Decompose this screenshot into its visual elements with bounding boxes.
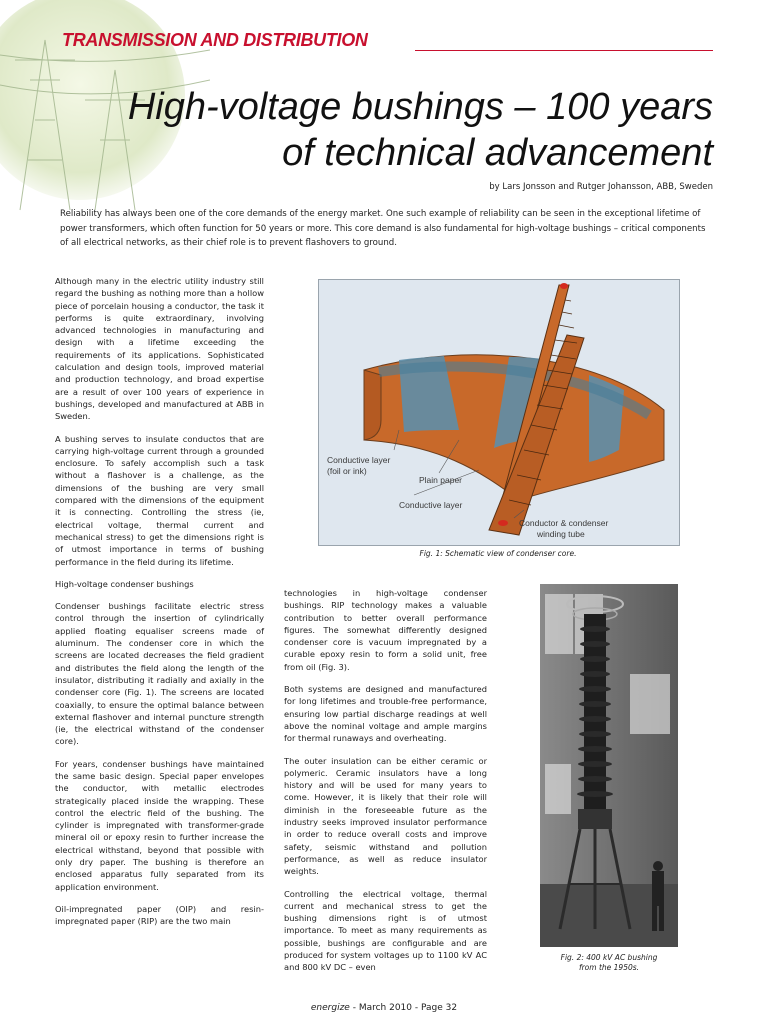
caption-line: Fig. 2: 400 kV AC bushing (560, 953, 658, 962)
figure-1-caption: Fig. 1: Schematic view of condenser core. (419, 549, 577, 558)
footer-brand: energize (310, 1003, 350, 1013)
bushing-photo-illustration (540, 584, 678, 947)
label-plain-paper: Plain paper (419, 475, 463, 485)
paragraph: The outer insulation can be either ceramic or polymeric. Ceramic insulators have a long history and will be used for many years to come. However, it is likely that their role will diminish in the foreseeable future as the industry seeks improved insulator performance in order to reduce overall costs and improve safety, seismic withstand and pollution performance, as well as reduce insulator weights. (284, 755, 487, 877)
article-title (93, 84, 713, 176)
byline: by Lars Jonsson and Rutger Johansson, ABB, Sweden (489, 182, 713, 192)
footer-page-info: - March 2010 - Page 32 (349, 1003, 458, 1013)
section-label: TRANSMISSION AND DISTRIBUTION (62, 30, 368, 50)
figure-2-bushing-photo (540, 584, 678, 947)
label-foil-or-ink: (foil or ink) (327, 466, 367, 476)
label-conductive-layer-foil: Conductive layer (327, 455, 391, 465)
paragraph: Both systems are designed and manufactured for long lifetimes and trouble-free performance, ensuring low partial discharge readings at well above the nominal voltage and ample margins for thermal runaways and overheating. (284, 684, 487, 744)
label-winding-tube: winding tube (537, 529, 585, 539)
intro-paragraph: Reliability has always been one of the core demands of the energy market. One such example of reliability can be seen in the exceptional lifetime of power transformers, which often function for 50 years or more. This core demand is also fundamental for high-voltage bushings – critical components of all electrical networks, as their chief role is to prevent flashovers to ground. (60, 209, 706, 248)
paragraph: Although many in the electric utility industry still regard the bushing as nothing more than a hollow piece of porcelain housing a conductor, the task it performs is quite extraordinary, involving advanced technologies in manufacturing and design with a lifetime exceeding the requirements of its applications. Sophisticated calculation and design tools, improved material and production technology, and broad expertise are a result of over 100 years of experience in bushings, developed and manufactured at ABB in Sweden. (55, 276, 264, 422)
paragraph: Controlling the electrical voltage, thermal current and mechanical stress to get the bushing dimensions right is of utmost importance. To meet as many requirements as possible, bushings are configurable and are produced for system voltages up to 1100 kV AC and 800 kV DC – even (284, 888, 487, 973)
paragraph: For years, condenser bushings have maintained the same basic design. Special paper envelopes the conductor, with metallic electrodes strategically placed inside the wrapping. These control the electric field of the bushing. The cylinder is impregnated with transformer-grade mineral oil or epoxy resin to further increase the electrical withstand, beyond that possible with only dry paper. The bushing is therefore an enclosed apparatus fully separated from its application environment. (55, 758, 264, 892)
title-line-1: High-voltage bushings – 100 years (127, 86, 713, 128)
label-conductor-winding-tube: Conductor & condenser (519, 518, 609, 528)
paragraph: technologies in high-voltage condenser bushings. RIP technology makes a valuable contribution to better overall performance figures. The somewhat differently designed condenser core is vacuum impregnated by a curable epoxy resin to form a solid unit, free from oil (Fig. 3). (284, 588, 487, 672)
paragraph: Oil-impregnated paper (OIP) and resin-impregnated paper (RIP) are the two main (55, 903, 264, 927)
paragraph: A bushing serves to insulate conductos that are carrying high-voltage current through a grounded enclosure. To safely accomplish such a task without a flashover is a challenge, as the dimensions of the bushing are very small compared with the dimensions of the equipment it is connecting. Controlling the stress (ie, electrical voltage, thermal current and mechanical stress) to get the dimensions right is of utmost importance in terms of bushing performance in the field during its lifetime. (55, 433, 264, 567)
title-line-2: of technical advancement (282, 132, 713, 174)
figure-1-condenser-core (318, 279, 680, 546)
condenser-core-illustration (319, 280, 679, 545)
section-rule (415, 50, 713, 51)
caption-line: from the 1950s. (578, 963, 640, 972)
subheading: High-voltage condenser bushings (55, 578, 194, 589)
figure-2-caption (540, 953, 678, 973)
column-1 (55, 275, 264, 938)
paragraph: Condenser bushings facilitate electric stress control through the insertion of cylindrically applied floating equaliser screens made of aluminum. The condenser core in which the screens are located decreases the field gradient and distributes the field along the length of the insulator, distributing it radially and axially in the condenser core (Fig. 1). The screens are located coaxially, to ensure the optimal balance between external flashover and internal puncture strength (ie, the electrical withstand of the condenser core). (55, 601, 264, 747)
column-2 (284, 587, 487, 984)
label-conductive-layer: Conductive layer (399, 500, 463, 510)
page-footer (0, 1003, 768, 1013)
